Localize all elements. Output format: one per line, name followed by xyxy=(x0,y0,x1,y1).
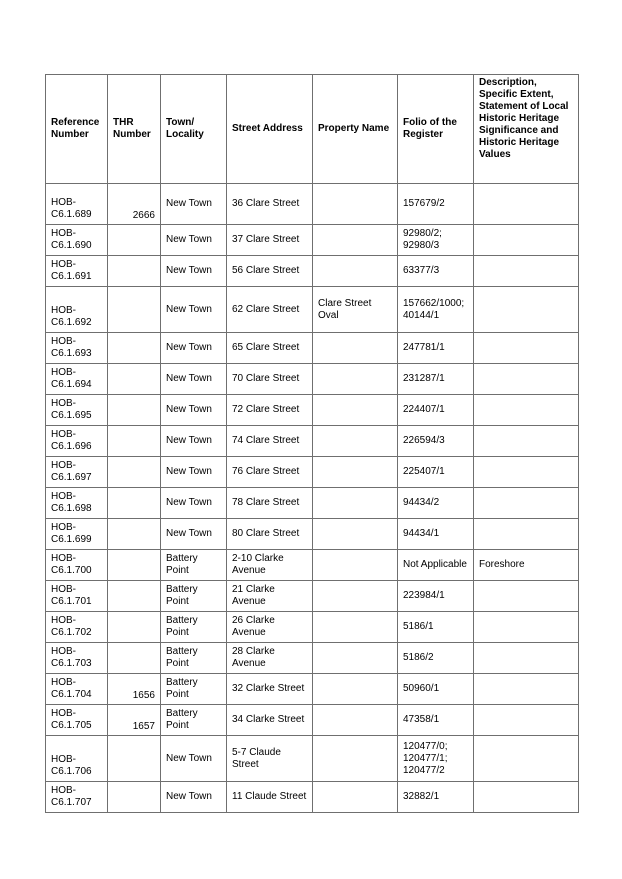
cell-town-locality: New Town xyxy=(161,287,227,333)
header-folio: Folio of the Register xyxy=(398,75,474,184)
cell-street-address: 65 Clare Street xyxy=(227,333,313,364)
cell-reference-number: HOB-C6.1.689 xyxy=(46,184,108,225)
cell-property-name xyxy=(313,782,398,813)
cell-property-name xyxy=(313,705,398,736)
cell-folio: 50960/1 xyxy=(398,674,474,705)
table-row xyxy=(46,581,579,612)
cell-reference-number: HOB-C6.1.705 xyxy=(46,705,108,736)
cell-thr-number xyxy=(108,488,161,519)
cell-property-name xyxy=(313,426,398,457)
cell-street-address: 37 Clare Street xyxy=(227,225,313,256)
cell-street-address: 72 Clare Street xyxy=(227,395,313,426)
cell-property-name xyxy=(313,457,398,488)
cell-thr-number xyxy=(108,643,161,674)
cell-description xyxy=(474,426,579,457)
cell-reference-number: HOB-C6.1.695 xyxy=(46,395,108,426)
table-row xyxy=(46,643,579,674)
cell-town-locality: Battery Point xyxy=(161,643,227,674)
cell-folio: 5186/2 xyxy=(398,643,474,674)
table-row xyxy=(46,395,579,426)
cell-reference-number: HOB-C6.1.699 xyxy=(46,519,108,550)
cell-street-address: 34 Clarke Street xyxy=(227,705,313,736)
table-row xyxy=(46,287,579,333)
cell-town-locality: Battery Point xyxy=(161,550,227,581)
cell-property-name xyxy=(313,184,398,225)
cell-property-name xyxy=(313,519,398,550)
cell-reference-number: HOB-C6.1.707 xyxy=(46,782,108,813)
cell-description xyxy=(474,225,579,256)
cell-street-address: 26 Clarke Avenue xyxy=(227,612,313,643)
header-reference-number: Reference Number xyxy=(46,75,108,184)
cell-town-locality: New Town xyxy=(161,519,227,550)
cell-description xyxy=(474,184,579,225)
cell-thr-number xyxy=(108,364,161,395)
table-row xyxy=(46,488,579,519)
cell-thr-number xyxy=(108,426,161,457)
table-row xyxy=(46,225,579,256)
cell-property-name xyxy=(313,612,398,643)
cell-property-name: Clare Street Oval xyxy=(313,287,398,333)
cell-thr-number xyxy=(108,519,161,550)
cell-town-locality: New Town xyxy=(161,184,227,225)
cell-street-address: 2-10 Clarke Avenue xyxy=(227,550,313,581)
cell-town-locality: Battery Point xyxy=(161,612,227,643)
cell-folio: 32882/1 xyxy=(398,782,474,813)
cell-description xyxy=(474,612,579,643)
cell-town-locality: New Town xyxy=(161,457,227,488)
cell-description xyxy=(474,333,579,364)
cell-property-name xyxy=(313,364,398,395)
cell-street-address: 5-7 Claude Street xyxy=(227,736,313,782)
cell-folio: 226594/3 xyxy=(398,426,474,457)
cell-town-locality: New Town xyxy=(161,736,227,782)
cell-street-address: 76 Clare Street xyxy=(227,457,313,488)
cell-town-locality: Battery Point xyxy=(161,581,227,612)
cell-reference-number: HOB-C6.1.691 xyxy=(46,256,108,287)
cell-thr-number xyxy=(108,395,161,426)
table-row xyxy=(46,705,579,736)
cell-street-address: 74 Clare Street xyxy=(227,426,313,457)
cell-description xyxy=(474,395,579,426)
cell-town-locality: New Town xyxy=(161,488,227,519)
cell-reference-number: HOB-C6.1.703 xyxy=(46,643,108,674)
cell-street-address: 70 Clare Street xyxy=(227,364,313,395)
table-row xyxy=(46,736,579,782)
cell-description xyxy=(474,674,579,705)
cell-property-name xyxy=(313,736,398,782)
cell-thr-number xyxy=(108,550,161,581)
cell-property-name xyxy=(313,256,398,287)
cell-town-locality: Battery Point xyxy=(161,705,227,736)
cell-property-name xyxy=(313,225,398,256)
cell-town-locality: New Town xyxy=(161,426,227,457)
table-row xyxy=(46,333,579,364)
cell-street-address: 80 Clare Street xyxy=(227,519,313,550)
cell-thr-number xyxy=(108,457,161,488)
table-body xyxy=(46,184,579,813)
cell-thr-number xyxy=(108,256,161,287)
cell-reference-number: HOB-C6.1.697 xyxy=(46,457,108,488)
cell-description xyxy=(474,782,579,813)
cell-reference-number: HOB-C6.1.698 xyxy=(46,488,108,519)
cell-description xyxy=(474,488,579,519)
cell-folio: 225407/1 xyxy=(398,457,474,488)
cell-property-name xyxy=(313,674,398,705)
cell-town-locality: Battery Point xyxy=(161,674,227,705)
cell-folio: 94434/1 xyxy=(398,519,474,550)
cell-reference-number: HOB-C6.1.693 xyxy=(46,333,108,364)
table-row xyxy=(46,550,579,581)
table-row xyxy=(46,612,579,643)
cell-thr-number xyxy=(108,612,161,643)
cell-street-address: 32 Clarke Street xyxy=(227,674,313,705)
cell-street-address: 11 Claude Street xyxy=(227,782,313,813)
table-row xyxy=(46,519,579,550)
cell-folio: 157679/2 xyxy=(398,184,474,225)
cell-reference-number: HOB-C6.1.690 xyxy=(46,225,108,256)
cell-property-name xyxy=(313,395,398,426)
cell-property-name xyxy=(313,643,398,674)
cell-town-locality: New Town xyxy=(161,333,227,364)
cell-street-address: 56 Clare Street xyxy=(227,256,313,287)
cell-reference-number: HOB-C6.1.701 xyxy=(46,581,108,612)
cell-folio: 231287/1 xyxy=(398,364,474,395)
cell-description xyxy=(474,736,579,782)
cell-thr-number xyxy=(108,333,161,364)
cell-town-locality: New Town xyxy=(161,395,227,426)
cell-folio: Not Applicable xyxy=(398,550,474,581)
cell-reference-number: HOB-C6.1.704 xyxy=(46,674,108,705)
cell-description xyxy=(474,364,579,395)
cell-description xyxy=(474,256,579,287)
cell-reference-number: HOB-C6.1.702 xyxy=(46,612,108,643)
cell-folio: 94434/2 xyxy=(398,488,474,519)
cell-street-address: 28 Clarke Avenue xyxy=(227,643,313,674)
cell-folio: 157662/1000; 40144/1 xyxy=(398,287,474,333)
cell-description: Foreshore xyxy=(474,550,579,581)
cell-reference-number: HOB-C6.1.692 xyxy=(46,287,108,333)
cell-folio: 5186/1 xyxy=(398,612,474,643)
cell-thr-number xyxy=(108,225,161,256)
cell-thr-number xyxy=(108,736,161,782)
header-town-locality: Town/ Locality xyxy=(161,75,227,184)
cell-reference-number: HOB-C6.1.700 xyxy=(46,550,108,581)
table-row xyxy=(46,184,579,225)
table-row xyxy=(46,457,579,488)
header-thr-number: THR Number xyxy=(108,75,161,184)
table-row xyxy=(46,674,579,705)
cell-thr-number xyxy=(108,782,161,813)
table-row xyxy=(46,364,579,395)
cell-folio: 223984/1 xyxy=(398,581,474,612)
cell-folio: 63377/3 xyxy=(398,256,474,287)
cell-street-address: 62 Clare Street xyxy=(227,287,313,333)
cell-description xyxy=(474,643,579,674)
table-row xyxy=(46,256,579,287)
cell-thr-number: 2666 xyxy=(108,184,161,225)
cell-street-address: 21 Clarke Avenue xyxy=(227,581,313,612)
cell-property-name xyxy=(313,333,398,364)
cell-description xyxy=(474,705,579,736)
cell-folio: 247781/1 xyxy=(398,333,474,364)
cell-thr-number xyxy=(108,287,161,333)
header-property-name: Property Name xyxy=(313,75,398,184)
cell-street-address: 78 Clare Street xyxy=(227,488,313,519)
cell-folio: 120477/0; 120477/1; 120477/2 xyxy=(398,736,474,782)
header-description: Description, Specific Extent, Statement of Local Historic Heritage Significance and Historic Heritage Values xyxy=(474,75,579,184)
cell-reference-number: HOB-C6.1.706 xyxy=(46,736,108,782)
cell-description xyxy=(474,519,579,550)
cell-street-address: 36 Clare Street xyxy=(227,184,313,225)
cell-thr-number: 1657 xyxy=(108,705,161,736)
cell-reference-number: HOB-C6.1.694 xyxy=(46,364,108,395)
cell-property-name xyxy=(313,581,398,612)
cell-folio: 92980/2; 92980/3 xyxy=(398,225,474,256)
cell-folio: 47358/1 xyxy=(398,705,474,736)
cell-town-locality: New Town xyxy=(161,364,227,395)
cell-town-locality: New Town xyxy=(161,225,227,256)
cell-town-locality: New Town xyxy=(161,782,227,813)
cell-reference-number: HOB-C6.1.696 xyxy=(46,426,108,457)
header-street-address: Street Address xyxy=(227,75,313,184)
cell-town-locality: New Town xyxy=(161,256,227,287)
cell-thr-number: 1656 xyxy=(108,674,161,705)
table-row xyxy=(46,782,579,813)
cell-description xyxy=(474,287,579,333)
table-row xyxy=(46,426,579,457)
cell-folio: 224407/1 xyxy=(398,395,474,426)
heritage-register-table xyxy=(45,74,579,813)
cell-description xyxy=(474,581,579,612)
cell-thr-number xyxy=(108,581,161,612)
cell-description xyxy=(474,457,579,488)
cell-property-name xyxy=(313,550,398,581)
header-row xyxy=(46,75,579,184)
cell-property-name xyxy=(313,488,398,519)
